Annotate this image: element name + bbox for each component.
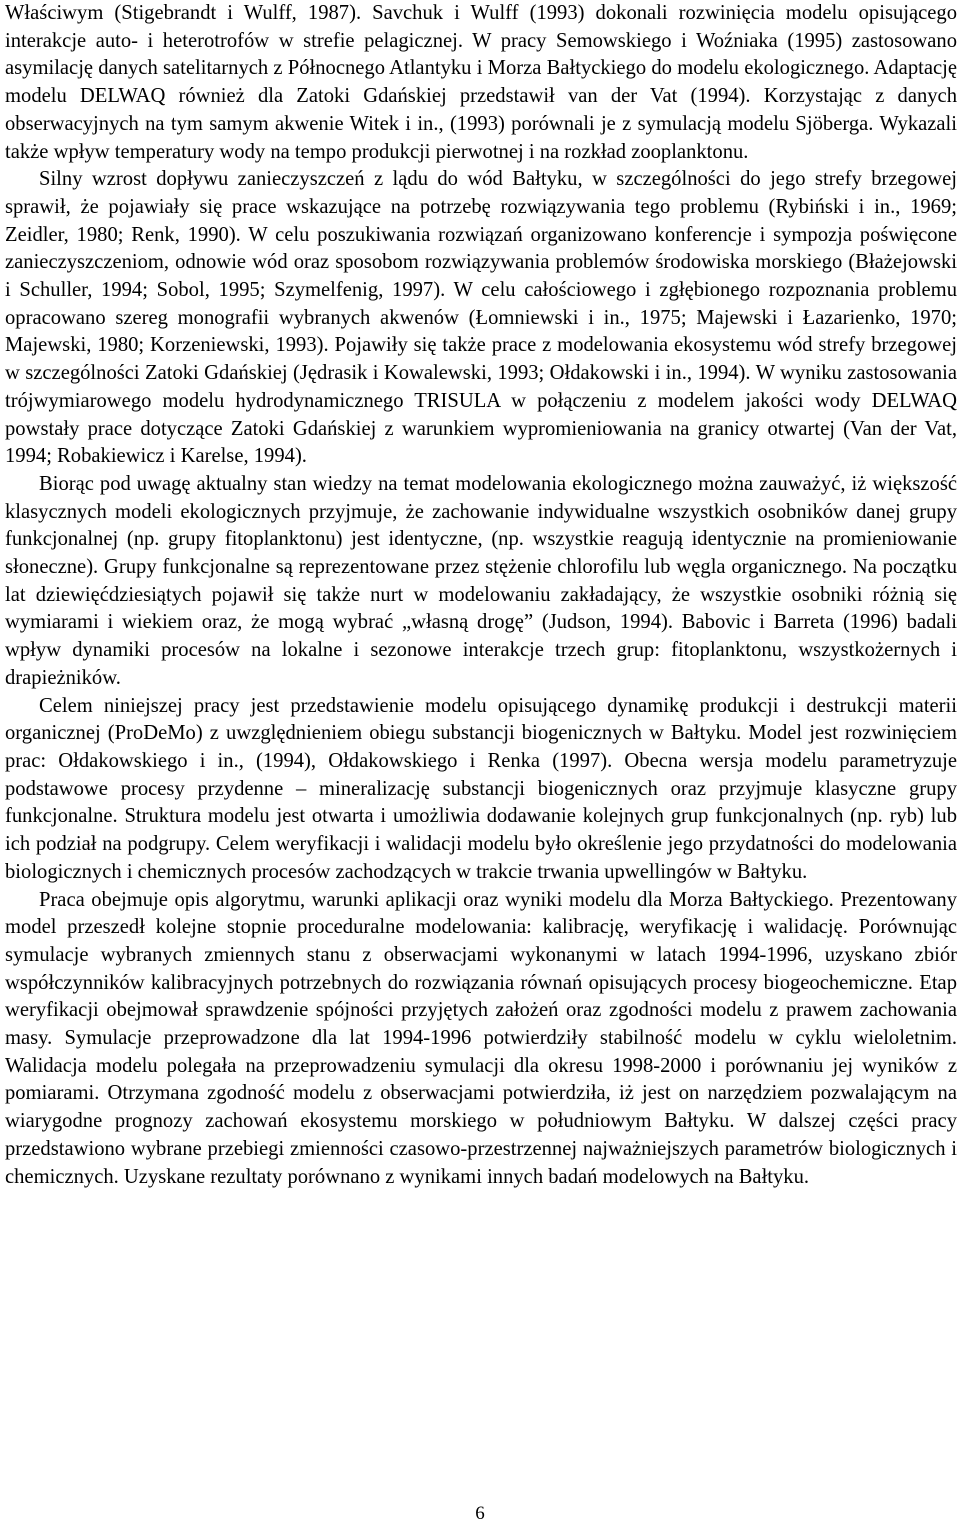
paragraph-4: Celem niniejszej pracy jest przedstawienie modelu opisującego dynamikę produkcji i destrukcji materii organicznej (ProDeMo) z uwzględnieniem obiegu substancji biogenicznych w Bałtyku. Model jest rozwinięciem prac: Ołdakowskiego i in., (1994), Ołdakowskiego i Renka (1997). Obecna wersja modelu parametryzuje podstawowe procesy przydenne – mineralizację substancji biogenicznych oraz przyjmuje klasyczne grupy funkcjonalne. Struktura modelu jest otwarta i umożliwia dodawanie kolejnych grup funkcjonalnych (np. ryb) lub ich podział na podgrupy. Celem weryfikacji i walidacji modelu było określenie jego przydatności do modelowania biologicznych i chemicznych procesów zachodzących w trakcie trwania upwellingów w Bałtyku. [5,694,957,883]
page-number: 6 [475,1503,485,1524]
document-page [5,0,957,1191]
paragraph-2: Silny wzrost dopływu zanieczyszczeń z lądu do wód Bałtyku, w szczególności do jego strefy brzegowej sprawił, że pojawiały się prace wskazujące na potrzebę rozwiązywania tego problemu (Rybiński i in., 1969; Zeidler, 1980; Renk, 1990). W celu poszukiwania rozwiązań organizowano konferencje i sympozja poświęcone zanieczyszczeniom, odnowie wód oraz sposobom rozwiązywania problemów środowiska morskiego (Błażejowski i Schuller, 1994; Sobol, 1995; Szymelfenig, 1997). W celu całościowego i zgłębionego rozpoznania problemu opracowano szereg monografii wybranych akwenów (Łomniewski i in., 1975; Majewski i Łazarienko, 1970; Majewski, 1980; Korzeniewski, 1993). Pojawiły się także prace z modelowania ekosystemu wód strefy brzegowej w szczególności Zatoki Gdańskiej (Jędrasik i Kowalewski, 1993; Ołdakowski i in., 1994). W wyniku zastosowania trójwymiarowego modelu hydrodynamicznego TRISULA w połączeniu z modelem jakości wody DELWAQ powstały prace dotyczące Zatoki Gdańskiej z warunkiem wypromieniowania na granicy otwartej (Van der Vat, 1994; Robakiewicz i Karelse, 1994). [5,168,957,468]
paragraph-5: Praca obejmuje opis algorytmu, warunki aplikacji oraz wyniki modelu dla Morza Bałtyckiego. Prezentowany model przeszedł kolejne stopnie proceduralne modelowania: kalibrację, weryfikację i walidację. Porównując symulacje wybranych zmiennych stanu z obserwacjami wykonanymi w latach 1994-1996, uzyskano zbiór współczynników kalibracyjnych potrzebnych do rozwiązania równań opisujących procesy biogeochemiczne. Etap weryfikacji obejmował sprawdzenie spójności przyjętych założeń oraz zgodności modelu z prawem zachowania masy. Symulacje przeprowadzone dla lat 1994-1996 potwierdziły stabilność modelu w cyklu wieloletnim. Walidacja modelu polegała na przeprowadzeniu symulacji dla okresu 1998-2000 i porównaniu jej wyników z pomiarami. Otrzymana zgodność modelu z obserwacjami potwierdziła, iż jest on narzędziem pozwalającym na wiarygodne prognozy zachowań ekosystemu morskiego w południowym Bałtyku. W dalszej części pracy przedstawiono wybrane przebiegi zmienności czasowo-przestrzennej najważniejszych parametrów biologicznych i chemicznych. Uzyskane rezultaty porównano z wynikami innych badań modelowych na Bałtyku. [5,888,957,1188]
paragraph-3: Biorąc pod uwagę aktualny stan wiedzy na temat modelowania ekologicznego można zauważyć, iż większość klasycznych modeli ekologicznych przyjmuje, że zachowanie indywidualne wszystkich osobników danej grupy funkcjonalnej (np. grupy fitoplanktonu) jest identyczne, (np. wszystkie reagują identycznie na promieniowanie słoneczne). Grupy funkcjonalne są reprezentowane przez stężenie chlorofilu lub węgla organicznego. Na początku lat dziewięćdziesiątych pojawił się także nurt w modelowaniu zakładający, że wszystkie osobniki różnią się wymiarami i wiekiem oraz, że mogą wybrać „własną drogę” (Judson, 1994). Babovic i Barreta (1996) badali wpływ dynamiki procesów na lokalne i sezonowe interakcje trzech grup: fitoplanktonu, wszystkożernych i drapieżników. [5,472,957,689]
paragraph-1: Właściwym (Stigebrandt i Wulff, 1987). Savchuk i Wulff (1993) dokonali rozwinięcia modelu opisującego interakcje auto- i heterotrofów w strefie pelagicznej. W pracy Semowskiego i Woźniaka (1995) zastosowano asymilację danych satelitarnych z Północnego Atlantyku i Morza Bałtyckiego do modelu ekologicznego. Adaptację modelu DELWAQ również dla Zatoki Gdańskiej przedstawił van der Vat (1994). Korzystając z danych obserwacyjnych na tym samym akwenie Witek i in., (1993) porównali je z symulacją modelu Sjöberga. Wykazali także wpływ temperatury wody na tempo produkcji pierwotnej i na rozkład zooplanktonu. [5,2,957,163]
